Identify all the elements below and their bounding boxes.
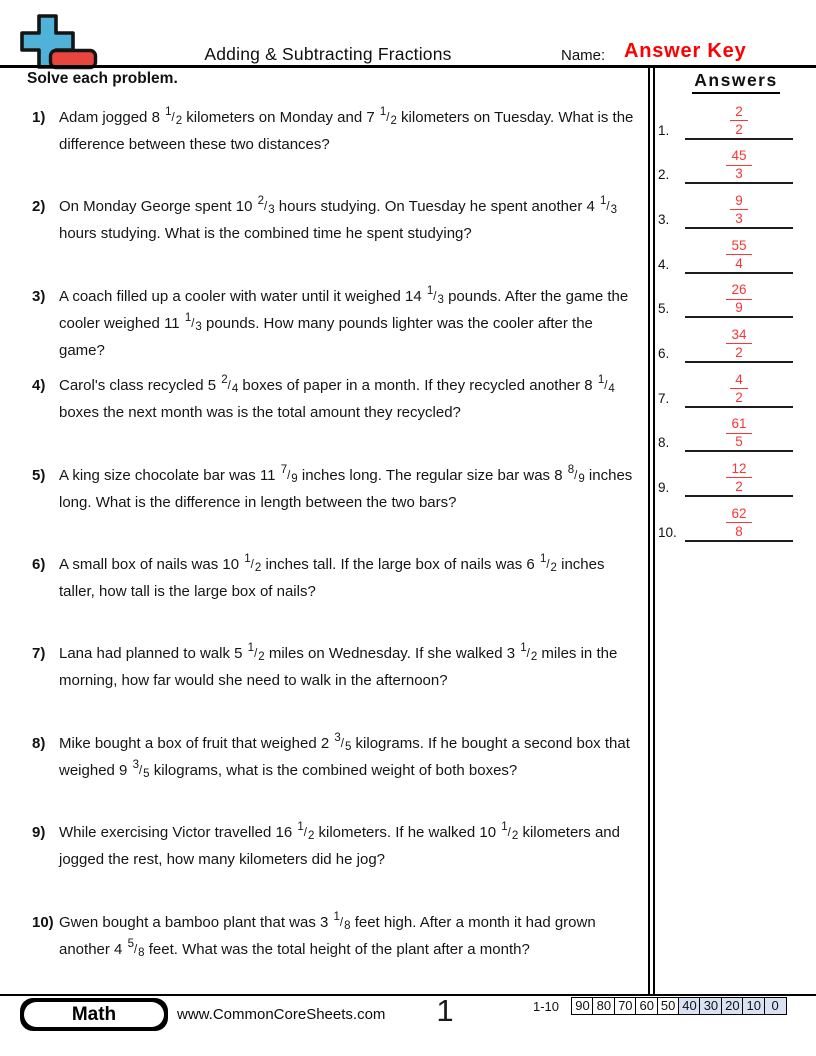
inline-fraction: [257, 195, 275, 217]
answer-number: 10.: [658, 524, 677, 540]
score-range-label: 1-10: [533, 999, 560, 1014]
fraction-denominator: 5: [143, 767, 150, 780]
answer-fraction: [685, 507, 793, 539]
fraction-denominator: 2: [258, 651, 265, 664]
fraction-numerator: 1: [520, 642, 527, 655]
problem-text: On Monday George spent 10 $^2$/3 hours studying. On Tuesday he spent another 4 $^1$/3 hours studying. What is the combined time he spent studying?: [59, 195, 618, 243]
inline-fraction: [220, 374, 239, 396]
score-cell-80: 80: [592, 997, 615, 1015]
fraction-numerator: 1: [247, 642, 255, 655]
fraction-numerator: 1: [597, 374, 605, 387]
fraction-denominator: 9: [291, 472, 298, 485]
score-cell-90: 90: [571, 997, 594, 1015]
fraction-numerator: 3: [132, 758, 139, 771]
inline-fraction: [426, 284, 444, 306]
problem-number: 3): [32, 287, 46, 305]
fraction-slash: /: [227, 380, 231, 393]
problem-number: 2): [32, 198, 46, 216]
fraction-slash: /: [526, 648, 530, 661]
fraction-numerator: 1: [165, 106, 172, 118]
answer-number: 6.: [658, 345, 670, 361]
answer-fraction: [685, 194, 793, 226]
problem-text: Adam jogged 8 $^1$/2 kilometers on Monday and 7 $^1$/2 kilometers on Tuesday. What is the difference between these two distances?: [59, 106, 634, 153]
fraction-slash: /: [546, 559, 550, 571]
score-cell-40: 40: [678, 997, 701, 1015]
fraction-slash: /: [133, 943, 138, 956]
answer-denominator: 2: [735, 478, 743, 494]
answer-denominator: 5: [735, 434, 743, 450]
fraction-denominator: 3: [268, 204, 275, 217]
problem-4: [32, 373, 646, 426]
problem-10: [32, 910, 646, 964]
answer-denominator: 2: [735, 344, 743, 360]
fraction-slash: /: [507, 827, 511, 840]
fraction-numerator: 1: [333, 910, 340, 923]
fraction-denominator: 4: [231, 383, 239, 396]
score-cell-50: 50: [657, 997, 680, 1015]
page-number: 1: [436, 993, 454, 1028]
inline-fraction: [597, 374, 615, 396]
fraction-numerator: 5: [127, 937, 134, 950]
fraction-numerator: 2: [257, 195, 265, 208]
problem-number: 8): [32, 734, 46, 752]
fraction-denominator: 3: [195, 320, 202, 333]
answer-numerator: 2: [730, 105, 748, 122]
answer-numerator: 34: [726, 328, 751, 345]
fraction-slash: /: [386, 112, 390, 124]
score-cell-30: 30: [699, 997, 722, 1015]
answer-denominator: 9: [735, 300, 743, 316]
fraction-denominator: 2: [550, 562, 557, 574]
answer-number: 2.: [658, 167, 670, 183]
fraction-slash: /: [339, 916, 344, 929]
answer-numerator: 62: [726, 507, 751, 524]
score-row: [571, 997, 787, 1015]
fraction-numerator: 8: [567, 463, 575, 476]
score-cell-10: 10: [742, 997, 765, 1015]
answers-list: [650, 95, 816, 542]
fraction-numerator: 1: [426, 284, 434, 297]
fraction-numerator: 1: [184, 311, 192, 324]
answer-row-6: [650, 318, 816, 363]
fraction-denominator: 5: [344, 740, 352, 753]
score-cell-20: 20: [721, 997, 744, 1015]
answer-fraction: [685, 105, 793, 137]
problem-number: 10): [32, 913, 54, 931]
answer-number: 3.: [658, 211, 670, 227]
inline-fraction: [500, 821, 519, 843]
answer-blank-line: [685, 540, 793, 542]
answer-numerator: 61: [726, 417, 751, 434]
score-cell-0: 0: [764, 997, 787, 1015]
inline-fraction: [296, 821, 315, 843]
problem-3: [32, 284, 646, 364]
answer-fraction: [685, 373, 793, 405]
fraction-denominator: 3: [437, 293, 444, 306]
fraction-numerator: 7: [280, 463, 288, 476]
fraction-denominator: 2: [390, 115, 397, 127]
problem-7: [32, 641, 646, 694]
answer-denominator: 3: [735, 166, 743, 182]
answer-fraction: [685, 283, 793, 315]
problem-text: Gwen bought a bamboo plant that was 3 $^1$/8 feet high. After a month it had grown another 4 $^5$/8 feet. What was the total height of the plant after a month?: [59, 910, 596, 959]
inline-fraction: [184, 311, 202, 333]
score-cell-70: 70: [614, 997, 637, 1015]
fraction-numerator: 3: [334, 731, 341, 744]
fraction-numerator: 1: [244, 553, 251, 565]
answer-numerator: 12: [726, 462, 751, 479]
problem-2: [32, 194, 646, 247]
instruction-text: Solve each problem.: [27, 70, 178, 87]
fraction-slash: /: [287, 469, 291, 482]
answer-numerator: 45: [726, 149, 751, 166]
problem-text: Lana had planned to walk 5 $^1$/2 miles on Wednesday. If she walked 3 $^1$/2 miles in the morning, how far would she need to walk in the afternoon?: [59, 642, 618, 690]
inline-fraction: [164, 106, 183, 127]
answers-title: Answers: [656, 70, 816, 94]
page-title: Adding & Subtracting Fractions: [204, 44, 452, 64]
fraction-denominator: 8: [138, 946, 145, 959]
fraction-slash: /: [340, 737, 344, 750]
problem-text: Carol's class recycled 5 $^2$/4 boxes of paper in a month. If they recycled another 8 $^1$/4 boxes the next month was is the total amount they recycled?: [59, 374, 615, 422]
answer-numerator: 55: [726, 239, 751, 256]
fraction-slash: /: [264, 201, 268, 214]
answer-denominator: 2: [735, 121, 743, 137]
problem-9: [32, 820, 646, 873]
answer-row-5: [650, 274, 816, 319]
problem-5: [32, 463, 646, 516]
fraction-denominator: 8: [344, 919, 351, 932]
fraction-slash: /: [574, 469, 578, 482]
problem-1: [32, 105, 646, 158]
math-subject-badge: [20, 998, 168, 1031]
answer-row-2: [650, 140, 816, 185]
fraction-slash: /: [138, 764, 143, 777]
problem-text: A coach filled up a cooler with water until it weighed 14 $^1$/3 pounds. After the game the cooler weighed 11 $^1$/3 pounds. How many pounds lighter was the cooler after the game?: [59, 284, 629, 359]
inline-fraction: [247, 642, 265, 664]
answer-fraction: [685, 462, 793, 494]
answer-fraction: [685, 239, 793, 271]
problem-number: 5): [32, 466, 46, 484]
answer-row-3: [650, 184, 816, 229]
problem-number: 9): [32, 824, 46, 842]
inline-fraction: [333, 731, 352, 753]
answer-denominator: 2: [735, 389, 743, 405]
answer-row-7: [650, 363, 816, 408]
inline-fraction: [333, 910, 351, 932]
fraction-denominator: 3: [610, 204, 618, 217]
inline-fraction: [519, 642, 538, 664]
problem-6: [32, 552, 646, 605]
problem-text: A small box of nails was 10 $^1$/2 inches tall. If the large box of nails was 6 $^1$/2 inches taller, how tall is the large box of nails?: [59, 553, 605, 600]
inline-fraction: [243, 553, 262, 574]
answer-numerator: 9: [730, 194, 748, 211]
fraction-numerator: 1: [297, 821, 304, 834]
answer-row-8: [650, 408, 816, 453]
problem-text: A king size chocolate bar was 11 $^7$/9 inches long. The regular size bar was 8 $^8$/9 inches long. What is the difference in length between the two bars?: [59, 463, 633, 511]
score-cell-60: 60: [635, 997, 658, 1015]
fraction-denominator: 2: [530, 651, 538, 664]
fraction-denominator: 2: [175, 115, 183, 127]
answer-number: 5.: [658, 301, 670, 317]
answer-fraction: [685, 417, 793, 449]
inline-fraction: [280, 463, 298, 485]
answer-row-10: [650, 497, 816, 542]
answer-number: 1.: [658, 122, 670, 138]
problem-number: 7): [32, 645, 46, 663]
inline-fraction: [567, 463, 585, 485]
answer-number: 4.: [658, 256, 670, 272]
fraction-slash: /: [604, 380, 608, 393]
inline-fraction: [132, 758, 150, 780]
fraction-slash: /: [303, 827, 307, 840]
fraction-slash: /: [254, 648, 258, 661]
answer-number: 8.: [658, 435, 670, 451]
fraction-slash: /: [433, 290, 437, 303]
fraction-denominator: 4: [608, 383, 615, 396]
answer-row-4: [650, 229, 816, 274]
problem-number: 1): [32, 109, 46, 126]
answer-fraction: [685, 328, 793, 360]
answer-numerator: 26: [726, 283, 751, 300]
fraction-numerator: 1: [600, 195, 607, 208]
answer-row-1: [650, 95, 816, 140]
problem-text: While exercising Victor travelled 16 $^1$/2 kilometers. If he walked 10 $^1$/2 kilometers and jogged the rest, how many kilometers did he jog?: [59, 821, 620, 869]
answer-denominator: 8: [735, 523, 743, 539]
answer-denominator: 4: [735, 255, 743, 271]
website-url: www.CommonCoreSheets.com: [177, 1006, 386, 1023]
answer-number: 7.: [658, 390, 670, 406]
problem-text: Mike bought a box of fruit that weighed 2 $^3$/5 kilograms. If he bought a second box that weighed 9 $^3$/5 kilograms, what is the combined weight of both boxes?: [59, 731, 630, 780]
inline-fraction: [127, 937, 145, 959]
fraction-denominator: 2: [307, 830, 315, 843]
answer-denominator: 3: [735, 210, 743, 226]
fraction-slash: /: [191, 317, 195, 330]
fraction-numerator: 2: [221, 374, 228, 387]
problem-number: 4): [32, 377, 46, 395]
fraction-numerator: 1: [379, 106, 387, 118]
fraction-slash: /: [606, 201, 610, 214]
inline-fraction: [379, 106, 397, 127]
problem-8: [32, 731, 646, 785]
answer-row-9: [650, 452, 816, 497]
inline-fraction: [539, 553, 557, 574]
inline-fraction: [599, 195, 618, 217]
fraction-numerator: 1: [539, 553, 547, 565]
fraction-denominator: 9: [578, 472, 585, 485]
name-label: Name:: [561, 47, 606, 64]
fraction-denominator: 2: [511, 830, 519, 843]
fraction-denominator: 2: [254, 562, 262, 574]
problem-number: 6): [32, 556, 46, 573]
fraction-slash: /: [171, 112, 175, 124]
answer-fraction: [685, 149, 793, 181]
answer-numerator: 4: [730, 373, 748, 390]
math-subject-label: Math: [24, 1002, 164, 1027]
answer-number: 9.: [658, 479, 670, 495]
fraction-numerator: 1: [501, 821, 508, 834]
fraction-slash: /: [250, 559, 254, 571]
answer-key-text: Answer Key: [624, 40, 747, 62]
